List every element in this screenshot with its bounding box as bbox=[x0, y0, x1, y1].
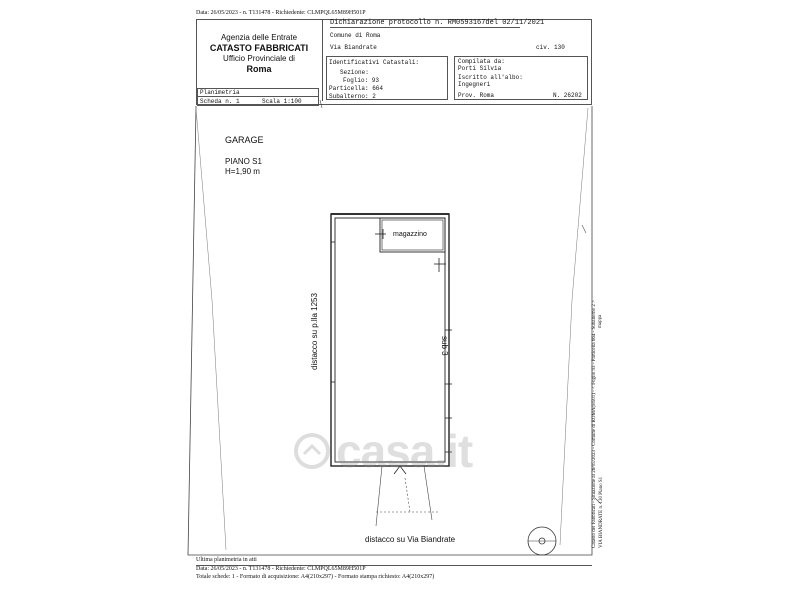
agency-city: Roma bbox=[246, 64, 272, 74]
sub-label: sub 3 bbox=[440, 336, 449, 356]
room-label: GARAGE bbox=[225, 135, 264, 145]
declaration-civic: civ. 130 bbox=[536, 44, 565, 51]
sheet-scheda: Scheda n. 1 bbox=[200, 98, 240, 105]
floor-label: PIANO S1 bbox=[225, 157, 262, 166]
left-distance-label: distacco su p.lla 1253 bbox=[310, 293, 319, 370]
agency-name: Agenzia delle Entrate bbox=[220, 33, 298, 42]
compiler-prov: Prov. Roma bbox=[458, 92, 495, 99]
compiler-iscritto: Iscritto all'albo: bbox=[458, 74, 523, 81]
identifiers-foglio: Foglio: 93 bbox=[343, 77, 380, 84]
sheet-title: Planimetria bbox=[200, 89, 240, 96]
watermark-text: casa.it bbox=[336, 425, 473, 477]
identifiers-title: Identificativi Catastali: bbox=[329, 59, 420, 66]
storage-label: magazzino bbox=[393, 231, 427, 238]
declaration-street: Via Biandrate bbox=[330, 44, 377, 51]
footer-line-2: Totale schede: 1 - Formato di acquisizione: A4(210x297) - Formato stampa richiesto: A4(210x297) bbox=[196, 574, 435, 580]
side-line-2: VIA BIANDRATE n. 130 Piano S1 bbox=[599, 476, 604, 548]
compiler-label: Compilata da: bbox=[458, 58, 505, 65]
declaration-protocol: Dichiarazione protocollo n. RM0593167del 02/11/2021 bbox=[330, 19, 545, 27]
declaration-comune: Comune di Roma bbox=[330, 32, 381, 39]
lot-line-right bbox=[560, 108, 588, 545]
compiler-number: N. 26202 bbox=[553, 92, 582, 99]
footer-note: Ultima planimetria in atti bbox=[196, 557, 257, 563]
watermark bbox=[296, 435, 328, 467]
agency-catasto: CATASTO FABBRICATI bbox=[209, 43, 309, 53]
footer-line-1: Data: 26/05/2023 - n. T131478 - Richiedente: CLMPQL65M89H501P bbox=[196, 566, 366, 572]
header-line: Data: 26/05/2023 - n. T131478 - Richiedente: CLMPQL65M89H501P bbox=[196, 10, 366, 16]
side-mark: mappa bbox=[598, 314, 603, 328]
sheet-scala: Scala 1:100 bbox=[262, 98, 302, 105]
side-line-1: Catasto dei Fabbricati - Situazione al 26/05/2023 - Comune di ROMA(H501) - < Foglio 93 - Particella 664 - Subalterno 2 > bbox=[592, 300, 597, 548]
identifiers-particella: Particella: 664 bbox=[329, 85, 384, 92]
compiler-albo: Ingegneri bbox=[458, 81, 491, 88]
agency-office: Ufficio Provinciale di bbox=[223, 54, 295, 63]
bottom-distance-label: distacco su Via Biandrate bbox=[365, 535, 456, 544]
identifiers-sezione: Sezione: bbox=[340, 69, 369, 76]
identifiers-subalterno: Subalterno: 2 bbox=[329, 93, 376, 100]
compiler-name: Porti Silvia bbox=[458, 65, 502, 72]
height-label: H=1,90 m bbox=[225, 167, 260, 176]
lot-line-left bbox=[196, 108, 226, 550]
